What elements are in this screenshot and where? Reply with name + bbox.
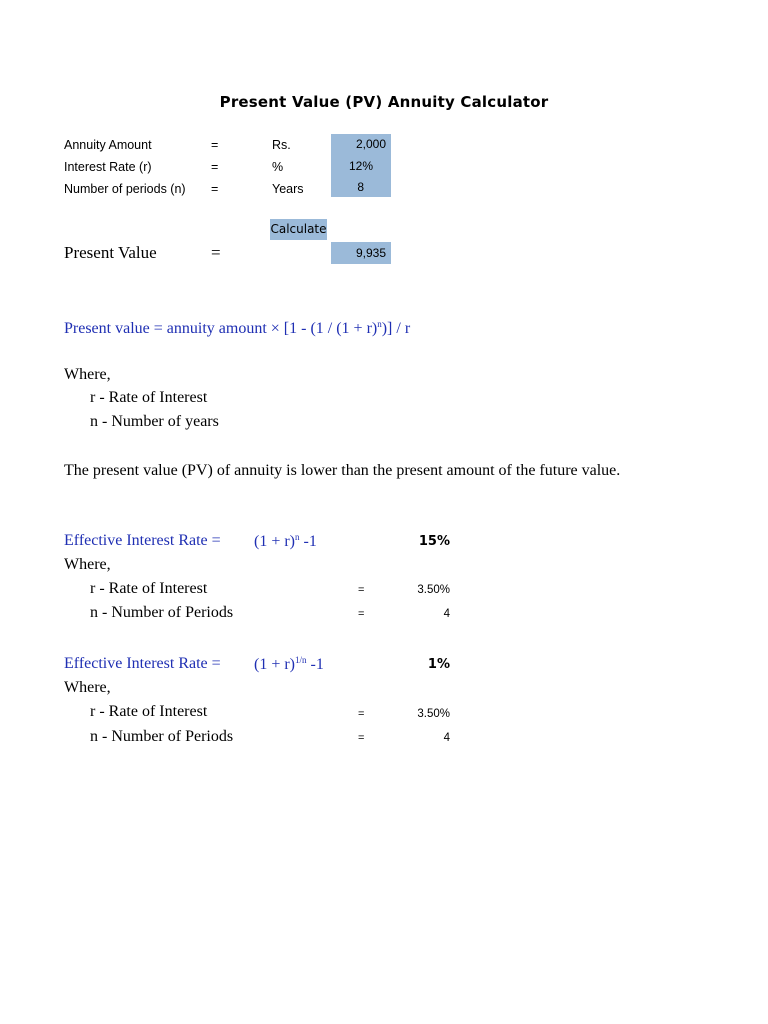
calculate-button[interactable]: Calculate xyxy=(270,219,327,240)
eir1-label: Effective Interest Rate = xyxy=(64,532,221,549)
eir1-where: Where, xyxy=(64,556,111,573)
eir2-r-eq: = xyxy=(358,708,365,720)
present-value-label: Present Value xyxy=(64,243,157,262)
eir2-result: 1% xyxy=(427,657,450,672)
periods-eq: = xyxy=(211,182,219,196)
eir1-n-eq: = xyxy=(358,608,365,620)
present-value-output: 9,935 xyxy=(355,246,386,260)
eir1-r-value: 3.50% xyxy=(417,584,450,596)
annuity-amount-label: Annuity Amount xyxy=(64,138,152,152)
pv-formula: Present value = annuity amount × $[1 - (1 / (1 + r)^n)] / r$ xyxy=(64,319,411,337)
eir1-r-eq: = xyxy=(358,584,365,596)
interest-rate-label: Interest Rate (r) xyxy=(64,160,152,174)
periods-label: Number of periods (n) xyxy=(64,182,186,196)
pv-formula-exponent: n xyxy=(377,319,382,329)
annuity-amount-eq: = xyxy=(211,138,219,152)
eir2-n-label: n - Number of Periods xyxy=(90,728,234,745)
annuity-amount-unit: Rs. xyxy=(272,138,291,152)
annuity-amount-input[interactable]: 2,000 xyxy=(355,137,386,151)
interest-rate-unit: % xyxy=(272,160,284,174)
interest-rate-input[interactable]: 12% xyxy=(348,159,373,173)
eir1-r-label: r - Rate of Interest xyxy=(90,580,208,597)
present-value-eq: = xyxy=(211,243,221,262)
periods-input[interactable]: 8 xyxy=(357,180,364,194)
eir1-n-value: 4 xyxy=(443,608,450,620)
eir2-where: Where, xyxy=(64,679,111,696)
eir1-n-label: n - Number of Periods xyxy=(90,604,234,621)
where-heading: Where, xyxy=(64,366,111,383)
pv-note: The present value (PV) of annuity is lower than the present amount of the future value. xyxy=(64,462,621,479)
periods-unit: Years xyxy=(272,182,304,196)
page-title: Present Value (PV) Annuity Calculator xyxy=(219,93,549,111)
eir1-result: 15% xyxy=(418,534,450,549)
eir2-formula: $(1 + r)^{1/n}$ -1 xyxy=(254,655,324,673)
eir2-n-eq: = xyxy=(358,732,365,744)
where-n: n - Number of years xyxy=(90,413,219,430)
eir2-n-value: 4 xyxy=(443,732,450,744)
where-r: r - Rate of Interest xyxy=(90,389,208,406)
eir2-r-value: 3.50% xyxy=(417,708,450,720)
eir2-label: Effective Interest Rate = xyxy=(64,655,221,672)
interest-rate-eq: = xyxy=(211,160,219,174)
eir2-r-label: r - Rate of Interest xyxy=(90,703,208,720)
eir1-formula: $(1 + r)^n$ -1 xyxy=(254,532,317,550)
